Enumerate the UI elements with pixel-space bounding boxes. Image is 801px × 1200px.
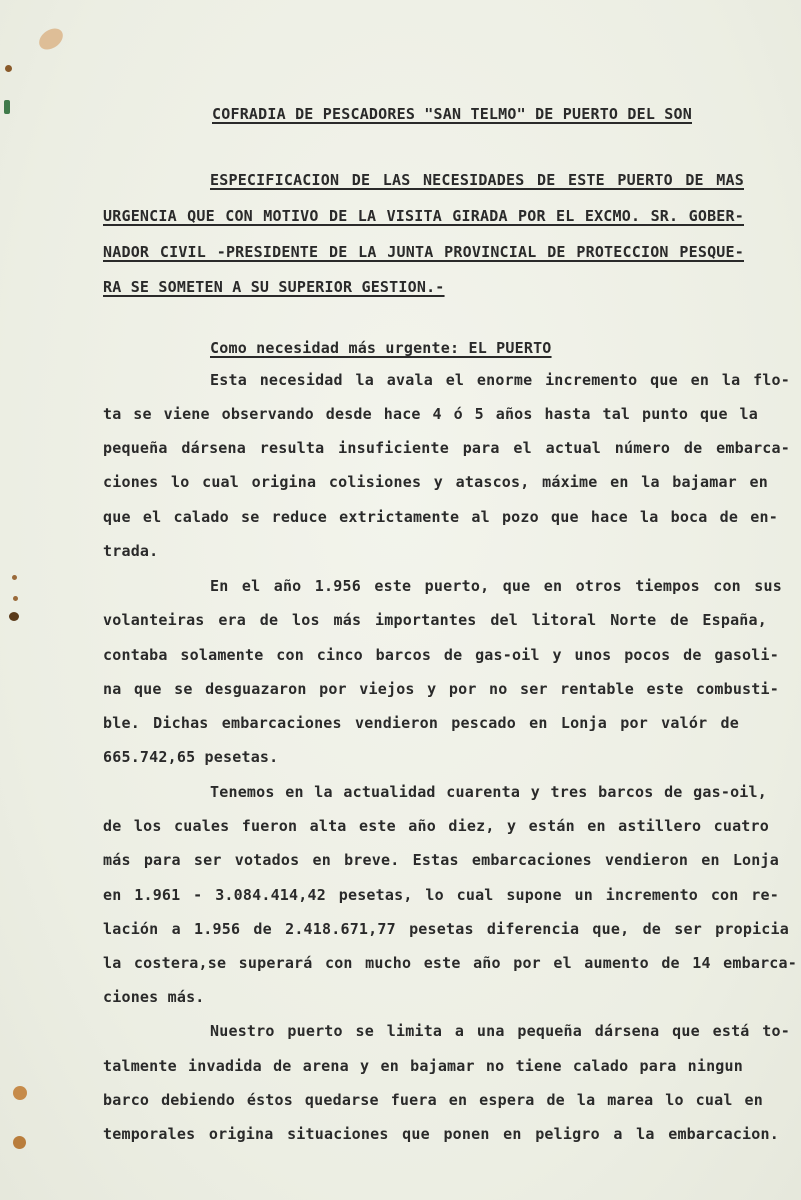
p2-line-6: 665.742,65 pesetas. [103,748,279,766]
p3-line-6: la costera,se superará con mucho este año por el aumento de 14 embarca- [103,954,797,972]
p3-line-2: de los cuales fueron alta este año diez, y están en astillero cuatro [103,817,769,835]
p3-line-4: en 1.961 - 3.084.414,42 pesetas, lo cual supone un incremento con re- [103,886,779,904]
p2-line-3: contaba solamente con cinco barcos de gas-oil y unos pocos de gasoli- [103,646,779,664]
hole-mark [5,65,12,72]
hole-mark [9,612,19,621]
intro-line-1: ESPECIFICACION DE LAS NECESIDADES DE ESTE PUERTO DE MAS [210,171,744,189]
hole-mark [13,596,18,601]
intro-line-2: URGENCIA QUE CON MOTIVO DE LA VISITA GIRADA POR EL EXCMO. SR. GOBER- [103,207,744,225]
hole-mark [13,1136,26,1149]
p2-line-2: volanteiras era de los más importantes del litoral Norte de España, [103,611,767,629]
p1-line-3: pequeña dársena resulta insuficiente para el actual número de embarca- [103,439,790,457]
p1-line-6: trada. [103,542,159,560]
intro-line-3: NADOR CIVIL -PRESIDENTE DE LA JUNTA PROVINCIAL DE PROTECCION PESQUE- [103,243,744,261]
p2-line-4: na que se desguazaron por viejos y por no ser rentable este combusti- [103,680,779,698]
p2-line-5: ble. Dichas embarcaciones vendieron pescado en Lonja por valór de [103,714,739,732]
hole-mark [13,1086,27,1100]
p4-line-2: talmente invadida de arena y en bajamar no tiene calado para ningun [103,1057,743,1075]
p1-line-2: ta se viene observando desde hace 4 ó 5 años hasta tal punto que la [103,405,758,423]
p2-line-1: En el año 1.956 este puerto, que en otros tiempos con sus [210,577,782,595]
section-heading: Como necesidad más urgente: EL PUERTO [210,339,552,357]
p4-line-4: temporales origina situaciones que ponen en peligro a la embarcacion. [103,1125,779,1143]
p3-line-7: ciones más. [103,988,205,1006]
clip-mark [4,100,10,114]
intro-line-4: RA SE SOMETEN A SU SUPERIOR GESTION.- [103,278,445,296]
p1-line-4: ciones lo cual origina colisiones y atascos, máxime en la bajamar en [103,473,768,491]
p3-line-3: más para ser votados en breve. Estas embarcaciones vendieron en Lonja [103,851,779,869]
p3-line-1: Tenemos en la actualidad cuarenta y tres barcos de gas-oil, [210,783,767,801]
p4-line-3: barco debiendo éstos quedarse fuera en espera de la marea lo cual en [103,1091,763,1109]
p1-line-1: Esta necesidad la avala el enorme incremento que en la flo- [210,371,790,389]
p4-line-1: Nuestro puerto se limita a una pequeña dársena que está to- [210,1022,790,1040]
p3-line-5: lación a 1.956 de 2.418.671,77 pesetas diferencia que, de ser propicia [103,920,789,938]
hole-mark [12,575,17,580]
p1-line-5: que el calado se reduce extrictamente al pozo que hace la boca de en- [103,508,778,526]
stain-mark [35,24,67,54]
document-title: COFRADIA DE PESCADORES "SAN TELMO" DE PUERTO DEL SON [212,105,692,123]
